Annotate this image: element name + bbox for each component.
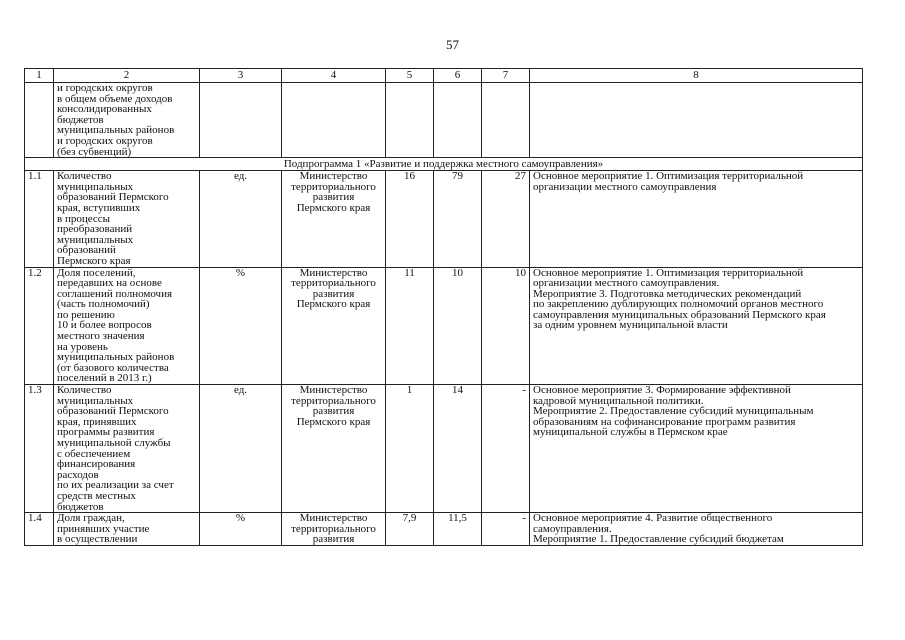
agency-line: территориального bbox=[291, 180, 376, 193]
agency-line: Пермского края bbox=[296, 415, 371, 428]
continuation-row bbox=[25, 83, 863, 158]
column-number-5: 5 bbox=[386, 69, 434, 83]
indicator-line: по решению bbox=[57, 308, 115, 321]
indicator-line: и городских округов bbox=[57, 134, 153, 147]
indicator-line: Доля поселений, bbox=[57, 267, 136, 279]
indicator-line: 10 и более вопросов bbox=[57, 319, 152, 332]
indicator-line: в осуществлении bbox=[57, 533, 138, 546]
agency-line: Министерство bbox=[299, 384, 368, 397]
indicator-line: муниципальных bbox=[57, 180, 134, 193]
table-row bbox=[25, 513, 863, 546]
unit-cell: % bbox=[200, 267, 282, 385]
indicator-line: образований Пермского bbox=[57, 405, 169, 418]
subprogram-title: Подпрограмма 1 «Развитие и поддержка местного самоуправления» bbox=[25, 158, 863, 171]
row-number-cell: 1.4 bbox=[25, 513, 54, 546]
column-number-2: 2 bbox=[54, 69, 200, 83]
indicator-line: муниципальных bbox=[57, 394, 134, 407]
column-number-4: 4 bbox=[282, 69, 386, 83]
indicator-line: муниципальной службы bbox=[57, 437, 171, 449]
indicator-line: муниципальных районов bbox=[57, 124, 175, 137]
indicator-line: Доля граждан, bbox=[57, 512, 125, 525]
events-line: организации местного самоуправления. bbox=[533, 277, 720, 290]
unit-cell: ед. bbox=[200, 171, 282, 267]
events-line: муниципальной службы в Пермском крае bbox=[533, 426, 728, 439]
indicator-cell bbox=[54, 267, 200, 385]
value-col5-cell: 16 bbox=[386, 171, 434, 267]
row-number-cell bbox=[25, 83, 54, 158]
agency-cell bbox=[282, 171, 386, 267]
indicator-line: передавших на основе bbox=[57, 277, 162, 290]
indicator-line: в процессы bbox=[57, 212, 111, 225]
row-number-cell: 1.3 bbox=[25, 385, 54, 513]
indicator-line: края, принявших bbox=[57, 415, 137, 428]
indicator-line: финансирования bbox=[57, 458, 136, 471]
indicator-line: края, вступивших bbox=[57, 201, 141, 214]
column-number-1: 1 bbox=[25, 69, 54, 83]
indicator-cell bbox=[54, 171, 200, 267]
value-col6-cell: 14 bbox=[434, 385, 482, 513]
indicators-table bbox=[24, 68, 863, 546]
events-line: самоуправления. bbox=[533, 522, 612, 535]
value-col6-cell bbox=[434, 83, 482, 158]
indicator-line: соглашений полномочия bbox=[57, 287, 173, 300]
agency-line: развития bbox=[312, 405, 355, 418]
events-cell bbox=[530, 267, 863, 385]
value-col5-cell: 1 bbox=[386, 385, 434, 513]
agency-line: Министерство bbox=[299, 512, 368, 525]
value-col7-cell: - bbox=[482, 513, 530, 546]
indicator-line: программы развития bbox=[57, 426, 155, 439]
indicator-line: в общем объеме доходов bbox=[57, 92, 173, 105]
indicator-line: муниципальных bbox=[57, 233, 134, 246]
value-col6-cell: 10 bbox=[434, 267, 482, 385]
indicator-line: (часть полномочий) bbox=[57, 298, 150, 311]
indicator-line: средств местных bbox=[57, 489, 136, 502]
value-col7-cell: 10 bbox=[482, 267, 530, 385]
value-col6-cell: 11,5 bbox=[434, 513, 482, 546]
table-row bbox=[25, 267, 863, 385]
indicator-line: (без субвенций) bbox=[57, 145, 132, 158]
events-line: образованиям на софинансирование программ развития bbox=[533, 415, 796, 428]
events-line: по закреплению дублирующих полномочий органов местного bbox=[533, 298, 824, 311]
indicator-line: с обеспечением bbox=[57, 447, 131, 460]
events-line: Основное мероприятие 3. Формирование эффективной bbox=[533, 384, 791, 397]
agency-cell bbox=[282, 83, 386, 158]
indicator-line: и городских округов bbox=[57, 82, 153, 94]
value-col5-cell bbox=[386, 83, 434, 158]
indicator-line: по их реализации за счет bbox=[57, 479, 174, 492]
agency-line: развития bbox=[312, 191, 355, 204]
events-cell bbox=[530, 171, 863, 267]
agency-line: территориального bbox=[291, 277, 376, 290]
agency-line: территориального bbox=[291, 394, 376, 407]
indicator-line: образований bbox=[57, 244, 116, 257]
indicator-line: Количество bbox=[57, 384, 112, 397]
indicator-line: поселений в 2013 г.) bbox=[57, 372, 152, 385]
agency-line: Министерство bbox=[299, 267, 368, 279]
indicator-cell bbox=[54, 385, 200, 513]
indicator-line: расходов bbox=[57, 468, 99, 481]
events-cell bbox=[530, 385, 863, 513]
table-row bbox=[25, 385, 863, 513]
indicator-line: бюджетов bbox=[57, 500, 104, 513]
table-row bbox=[25, 171, 863, 267]
agency-line: развития bbox=[312, 287, 355, 300]
agency-line: развития bbox=[312, 533, 355, 546]
events-line: Основное мероприятие 1. Оптимизация территориальной bbox=[533, 267, 804, 279]
events-line: кадровой муниципальной политики. bbox=[533, 394, 704, 407]
agency-line: Министерство bbox=[299, 170, 368, 183]
agency-line: территориального bbox=[291, 522, 376, 535]
subprogram-row bbox=[25, 158, 863, 171]
value-col6-cell: 79 bbox=[434, 171, 482, 267]
column-number-7: 7 bbox=[482, 69, 530, 83]
indicator-cell bbox=[54, 513, 200, 546]
indicator-line: преобразований bbox=[57, 223, 133, 236]
column-number-8: 8 bbox=[530, 69, 863, 83]
column-number-6: 6 bbox=[434, 69, 482, 83]
events-line: организации местного самоуправления bbox=[533, 180, 717, 193]
value-col5-cell: 7,9 bbox=[386, 513, 434, 546]
indicator-line: образований Пермского bbox=[57, 191, 169, 204]
agency-cell bbox=[282, 513, 386, 546]
events-line: самоуправления муниципальных образований Пермского края bbox=[533, 308, 826, 321]
unit-cell: % bbox=[200, 513, 282, 546]
events-cell bbox=[530, 83, 863, 158]
column-number-3: 3 bbox=[200, 69, 282, 83]
events-line: Мероприятие 1. Предоставление субсидий бюджетам bbox=[533, 533, 784, 546]
indicator-cell bbox=[54, 83, 200, 158]
events-line: за одним уровнем муниципальной власти bbox=[533, 319, 728, 332]
agency-cell bbox=[282, 267, 386, 385]
column-number-row bbox=[25, 69, 863, 83]
unit-cell: ед. bbox=[200, 385, 282, 513]
indicator-line: Пермского края bbox=[57, 254, 131, 267]
events-cell bbox=[530, 513, 863, 546]
agency-line: Пермского края bbox=[296, 298, 371, 311]
value-col7-cell: 27 bbox=[482, 171, 530, 267]
indicator-line: консолидированных bbox=[57, 103, 152, 116]
indicator-line: на уровень bbox=[57, 340, 108, 353]
events-line: Мероприятие 3. Подготовка методических рекомендаций bbox=[533, 287, 802, 300]
unit-cell bbox=[200, 83, 282, 158]
row-number-cell: 1.1 bbox=[25, 171, 54, 267]
indicator-line: бюджетов bbox=[57, 113, 104, 126]
events-line: Основное мероприятие 4. Развитие общественного bbox=[533, 512, 773, 525]
value-col7-cell bbox=[482, 83, 530, 158]
indicator-line: Количество bbox=[57, 170, 112, 183]
value-col5-cell: 11 bbox=[386, 267, 434, 385]
events-line: Основное мероприятие 1. Оптимизация территориальной bbox=[533, 170, 804, 183]
indicator-line: местного значения bbox=[57, 330, 145, 343]
agency-cell bbox=[282, 385, 386, 513]
value-col7-cell: - bbox=[482, 385, 530, 513]
events-line: Мероприятие 2. Предоставление субсидий муниципальным bbox=[533, 405, 814, 418]
row-number-cell: 1.2 bbox=[25, 267, 54, 385]
indicator-line: (от базового количества bbox=[57, 361, 169, 374]
agency-line: Пермского края bbox=[296, 201, 371, 214]
indicator-line: муниципальных районов bbox=[57, 351, 175, 364]
page-number: 57 bbox=[446, 37, 459, 52]
indicator-line: принявших участие bbox=[57, 522, 150, 535]
